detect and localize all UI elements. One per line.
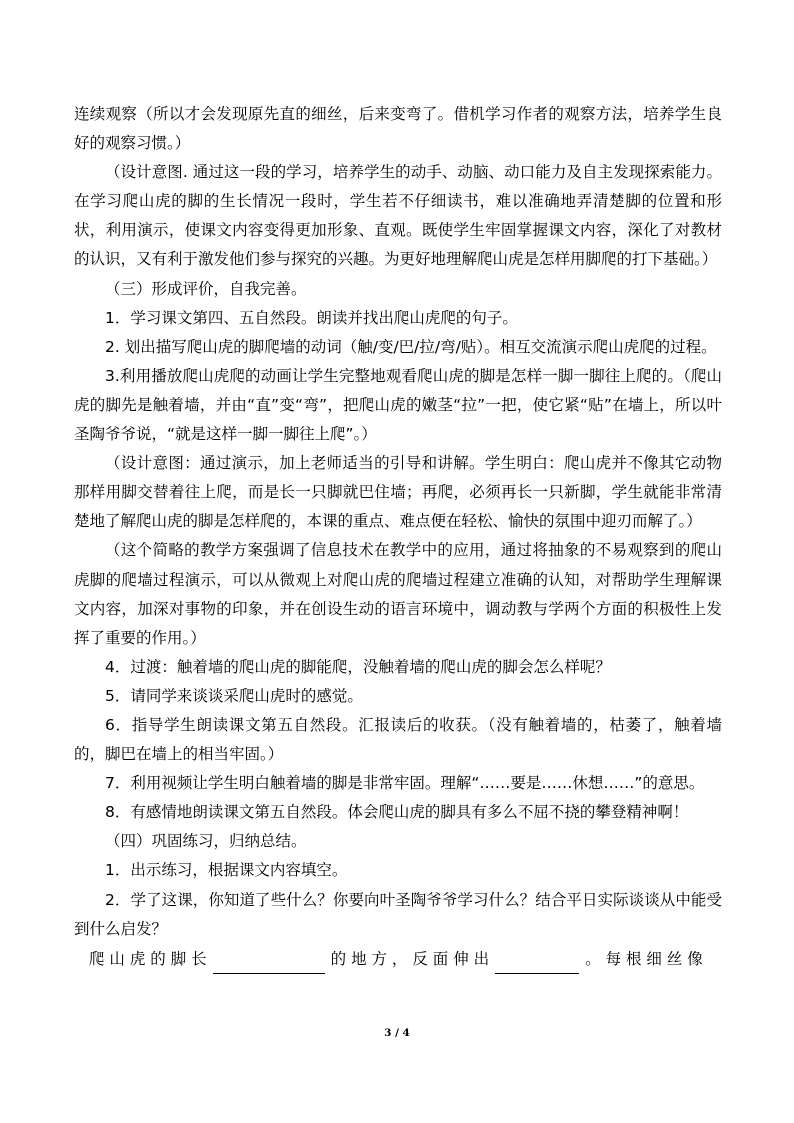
- list-item: 6．指导学生朗读课文第五自然段。汇报读后的收获。（没有触着墙的，枯萎了，触着墙的，脚巴在墙上的相当牢固。）: [74, 715, 722, 764]
- exercise-text: 。 每 根 细 丝 像: [585, 949, 703, 968]
- document-body: [74, 100, 722, 974]
- paragraph: （设计意图. 通过这一段的学习，培养学生的动手、动脑、动口能力及自主发现探索能力。在学习爬山虎的脚的生长情况一段时，学生若不仔细读书，难以准确地弄清楚脚的位置和形状，利用演示，使课文内容变得更加形象、直观。既使学生牢固掌握课文内容，深化了对教材的认识，又有利于激发他们参与探究的兴趣。为更好地理解爬山虎是怎样用脚爬的打下基础。）: [74, 163, 722, 269]
- section-heading: （三）形成评价，自我完善。: [105, 279, 307, 298]
- list-item: 5．请同学来谈谈采爬山虎时的感觉。: [105, 686, 363, 705]
- list-item: 1．出示练习，根据课文内容填空。: [105, 861, 348, 880]
- list-item: 2. 划出描写爬山虎的脚爬墙的动词（触/变/巴/拉/弯/贴）。相互交流演示爬山虎爬的过程。: [105, 337, 717, 356]
- section-heading: （四）巩固练习，归纳总结。: [105, 832, 307, 851]
- exercise-text: 的 地 方 ， 反 面 伸 出: [330, 949, 490, 968]
- paragraph: （这个简略的教学方案强调了信息技术在教学中的应用，通过将抽象的不易观察到的爬山虎脚的爬墙过程演示，可以从微观上对爬山虎的爬墙过程建立准确的认知，对帮助学生理解课文内容，加深对事物的印象，并在创设生动的语言环境中，调动教与学两个方面的积极性上发挥了重要的作用。）: [74, 541, 722, 647]
- list-item: 1．学习课文第四、五自然段。朗读并找出爬山虎爬的句子。: [105, 308, 518, 327]
- list-item: 7．利用视频让学生明白触着墙的脚是非常牢固。理解“……要是……休想……”的意思。: [105, 774, 705, 793]
- page-number: 3 / 4: [384, 1027, 410, 1039]
- answer-blank[interactable]: [495, 955, 579, 974]
- list-item: 4．过渡：触着墙的爬山虎的脚能爬，没触着墙的爬山虎的脚会怎么样呢？: [105, 657, 611, 676]
- paragraph: （设计意图：通过演示，加上老师适当的引导和讲解。学生明白：爬山虎并不像其它动物那样用脚交替着往上爬，而是长一只脚就巴住墙；再爬，必须再长一只新脚，学生就能非常清楚地了解爬山虎的脚是怎样爬的，本课的重点、难点便在轻松、愉快的氛围中迎刃而解了。）: [74, 454, 722, 531]
- exercise-text: 爬 山 虎 的 脚 长: [89, 949, 207, 968]
- fill-in-exercise: [74, 944, 722, 974]
- list-item: 2．学了这课，你知道了些什么？你要向叶圣陶爷爷学习什么？结合平日实际谈谈从中能受到什么启发？: [74, 890, 722, 938]
- paragraph: 连续观察（所以才会发现原先直的细丝，后来变弯了。借机学习作者的观察方法，培养学生良好的观察习惯。）: [74, 105, 722, 153]
- answer-blank[interactable]: [213, 955, 325, 974]
- list-item: 3.利用播放爬山虎爬的动画让学生完整地观看爬山虎的脚是怎样一脚一脚往上爬的。（爬山虎的脚先是触着墙，并由“直”变“弯”，把爬山虎的嫩茎“拉”一把，使它紧“贴”在墙上，所以叶圣陶爷爷说，“就是这样一脚一脚往上爬”。）: [74, 366, 722, 444]
- list-item: 8．有感情地朗读课文第五自然段。体会爬山虎的脚具有多么不屈不挠的攀登精神啊！: [105, 803, 689, 822]
